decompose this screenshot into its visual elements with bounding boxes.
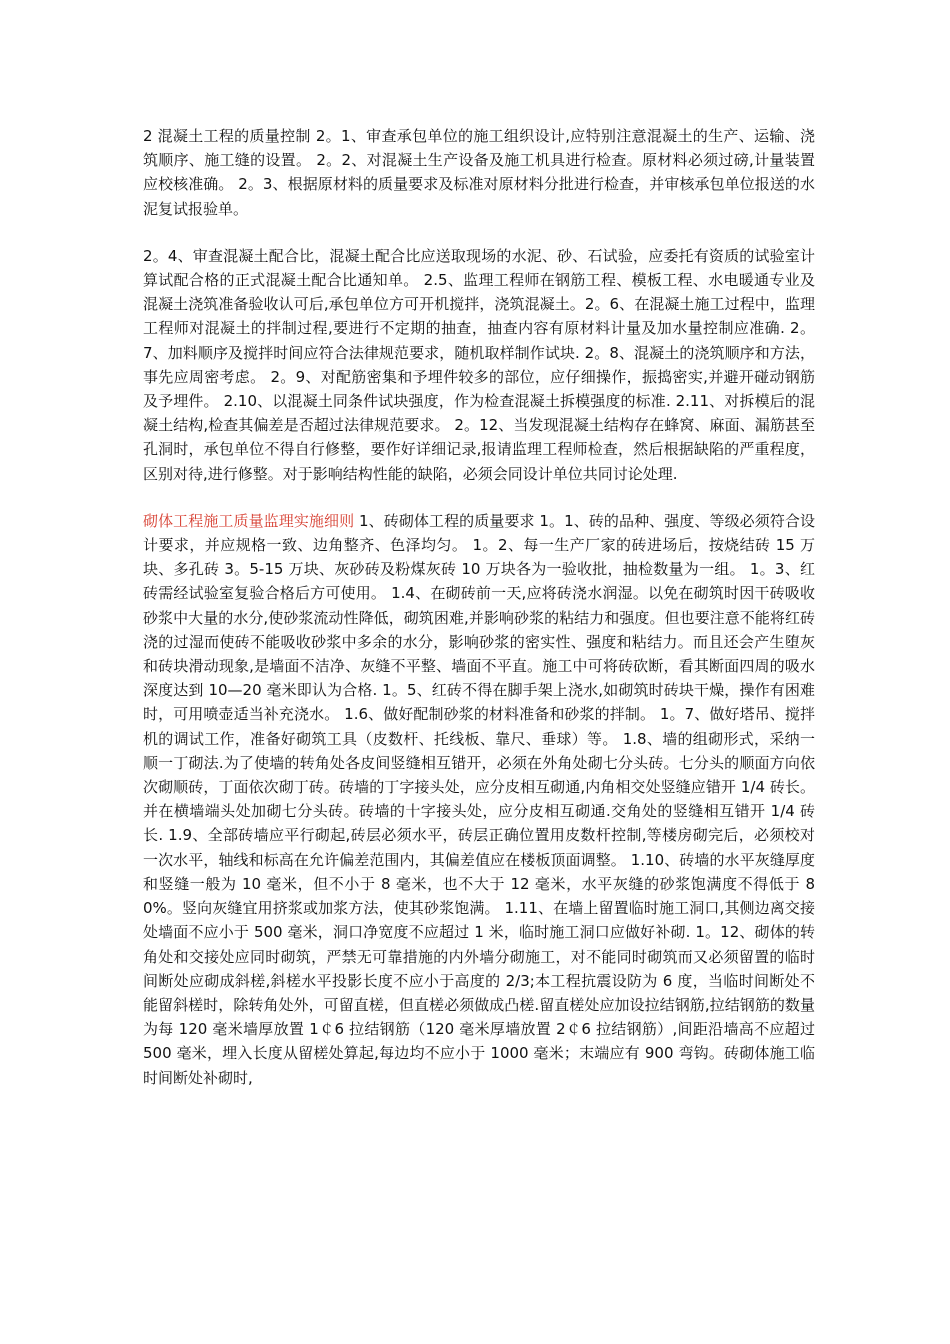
section-heading-link[interactable]: 砌体工程施工质量监理实施细则 <box>143 511 355 530</box>
paragraph-concrete-mix-and-pouring <box>143 244 815 486</box>
paragraph-concrete-quality-control <box>143 124 815 221</box>
paragraph-text: 2 混凝土工程的质量控制 2。1、审查承包单位的施工组织设计,应特别注意混凝土的生产、运输、浇筑顺序、施工缝的设置。 2。2、对混凝土生产设备及施工机具进行检查。原材料必须过磅,计量装置应校核准确。 2。3、根据原材料的质量要求及标准对原材料分批进行检查，并审核承包单位报送的水泥复试报验单。 <box>143 127 815 218</box>
paragraph-text: 2。4、审查混凝土配合比，混凝土配合比应送取现场的水泥、砂、石试验，应委托有资质的试验室计算试配合格的正式混凝土配合比通知单。 2.5、监理工程师在钢筋工程、模板工程、水电暖通专业及混凝土浇筑准备验收认可后,承包单位方可开机搅拌，浇筑混凝土。2。6、在混凝土施工过程中，监理工程师对混凝土的拌制过程,要进行不定期的抽查，抽查内容有原材料计量及加水量控制应准确. 2。7、加料顺序及搅拌时间应符合法律规范要求，随机取样制作试块. 2。8、混凝土的浇筑顺序和方法，事先应周密考虑。 2。9、对配筋密集和予埋件较多的部位，应仔细操作，振捣密实,并避开碰动钢筋及予埋件。 2.10、以混凝土同条件试块强度，作为检查混凝土拆模强度的标准. 2.11、对拆模后的混凝土结构,检查其偏差是否超过法律规范要求。 2。12、当发现混凝土结构存在蜂窝、麻面、漏筋甚至孔洞时，承包单位不得自行修整，要作好详细记录,报请监理工程师检查，然后根据缺陷的严重程度，区别对待,进行修整。对于影响结构性能的缺陷，必须会同设计单位共同讨论处理. <box>143 246 815 483</box>
document-body <box>143 124 815 1113</box>
paragraph-masonry-supervision <box>143 509 815 1090</box>
paragraph-text: 1、砖砌体工程的质量要求 1。1、砖的品种、强度、等级必须符合设计要求，并应规格一致、边角整齐、色泽均匀。 1。2、每一生产厂家的砖进场后，按烧结砖 15 万块、多孔砖 3。5-15 万块、灰砂砖及粉煤灰砖 10 万块各为一验收批，抽检数量为一组。 1。3、红砖需经试验室复验合格后方可使用。 1.4、在砌砖前一天,应将砖浇水润湿。以免在砌筑时因干砖吸收砂浆中大量的水分,使砂浆流动性降低，砌筑困难,并影响砂浆的粘结力和强度。但也要注意不能将红砖浇的过湿而使砖不能吸收砂浆中多余的水分，影响砂浆的密实性、强度和粘结力。而且还会产生堕灰和砖块滑动现象,是墙面不洁净、灰缝不平整、墙面不平直。施工中可将砖砍断，看其断面四周的吸水深度达到 10—20 毫米即认为合格. 1。5、红砖不得在脚手架上浇水,如砌筑时砖块干燥，操作有困难时，可用喷壶适当补充浇水。 1.6、做好配制砂浆的材料准备和砂浆的拌制。 1。7、做好塔吊、搅拌机的调试工作，准备好砌筑工具（皮数杆、托线板、靠尺、垂球）等。 1.8、墙的组砌形式，采纳一顺一丁砌法.为了使墙的转角处各皮间竖缝相互错开，必须在外角处砌七分头砖。七分头的顺面方向依次砌顺砖，丁面依次砌丁砖。砖墙的丁字接头处，应分皮相互砌通,内角相交处竖缝应错开 1/4 砖长。并在横墙端头处加砌七分头砖。砖墙的十字接头处，应分皮相互砌通.交角处的竖缝相互错开 1/4 砖长. 1.9、全部砖墙应平行砌起,砖层必须水平，砖层正确位置用皮数杆控制,等楼房砌完后，必须校对一次水平，轴线和标高在允许偏差范围内，其偏差值应在楼板顶面调整。 1.10、砖墙的水平灰缝厚度和竖缝一般为 10 毫米，但不小于 8 毫米，也不大于 12 毫米，水平灰缝的砂浆饱满度不得低于 80%。竖向灰缝宜用挤浆或加浆方法，使其砂浆饱满。 1.11、在墙上留置临时施工洞口,其侧边离交接处墙面不应小于 500 毫米，洞口净宽度不应超过 1 米，临时施工洞口应做好补砌. 1。12、砌体的转角处和交接处应同时砌筑，严禁无可靠措施的内外墙分砌施工，对不能同时砌筑而又必须留置的临时间断处应砌成斜槎,斜槎水平投影长度不应小于高度的 2/3;本工程抗震设防为 6 度，当临时间断处不能留斜槎时，除转角处外，可留直槎，但直槎必须做成凸槎.留直槎处应加设拉结钢筋,拉结钢筋的数量为每 120 毫米墙厚放置 1￠6 拉结钢筋（120 毫米厚墙放置 2￠6 拉结钢筋）,间距沿墙高不应超过 500 毫米，埋入长度从留槎处算起,每边均不应小于 1000 毫米；末端应有 900 弯钩。砖砌体施工临时间断处补砌时, <box>143 511 815 1087</box>
